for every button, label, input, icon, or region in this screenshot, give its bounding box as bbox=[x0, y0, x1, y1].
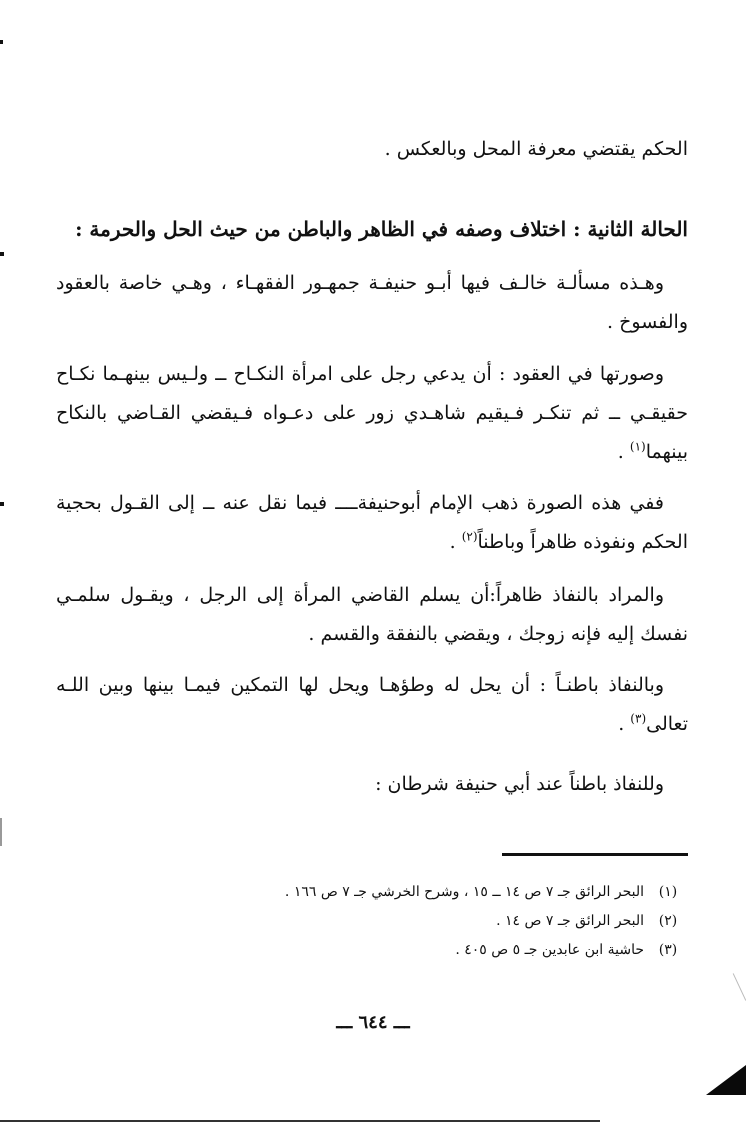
page-number: ـــ ٦٤٤ ـــ bbox=[336, 1012, 410, 1033]
footnote-number: (٢) bbox=[658, 913, 678, 929]
paragraph-4: والمراد بالنفاذ ظاهراً:أن يسلم القاضي المرأة إلى الرجل ، ويقـول سلمـي نفسك إليه فإنه زوجك ، ويقضي بالنفقة والقسم . bbox=[56, 584, 688, 645]
footnote-text: البحر الرائق جـ ٧ ص ١٤ ــ ١٥ ، وشرح الخرشي جـ ٧ ص ١٦٦ . bbox=[284, 884, 644, 900]
paragraph-2 bbox=[56, 355, 688, 472]
scan-mark bbox=[0, 252, 4, 256]
footnote-separator bbox=[502, 853, 688, 856]
paragraph-1: وهـذه مسألـة خالـف فيها أبـو حنيفـة جمهـور الفقهـاء ، وهـي خاصة بالعقود والفسوخ . bbox=[56, 272, 688, 333]
footnote-text: حاشية ابن عابدين جـ ٥ ص ٤٠٥ . bbox=[455, 942, 644, 958]
paragraph-5-end: . bbox=[618, 713, 631, 735]
paragraph-3 bbox=[56, 484, 688, 562]
paragraph-5-text: وبالنفاذ باطنـاً : أن يحل له وطؤهـا ويحل لها التمكين فيمـا بينها وبين اللـه تعالى bbox=[56, 674, 688, 735]
paragraph-6: وللنفاذ باطناً عند أبي حنيفة شرطان : bbox=[375, 773, 664, 795]
footnote-number: (١) bbox=[658, 884, 678, 900]
footnote-ref-1: (١) bbox=[629, 439, 646, 454]
scan-mark bbox=[0, 818, 2, 846]
footnote-ref-2: (٢) bbox=[461, 529, 478, 544]
paragraph-3-text: ففي هذه الصورة ذهب الإمام أبوحنيفةــــ فيما نقل عنه ــ إلى القـول بحجية الحكم ونفوذه ظاهراً وباطناً bbox=[56, 492, 688, 553]
section-heading: الحالة الثانية : اختلاف وصفه في الظاهر والباطن من حيث الحل والحرمة : bbox=[75, 217, 688, 241]
footnote-text: البحر الرائق جـ ٧ ص ١٤ . bbox=[496, 913, 644, 929]
footnote-3 bbox=[56, 936, 688, 965]
paragraph-3-end: . bbox=[449, 531, 462, 553]
paragraph-5 bbox=[56, 666, 688, 744]
scan-speck bbox=[733, 973, 746, 1001]
footnote-2 bbox=[56, 907, 688, 936]
paragraph-2-end: . bbox=[617, 441, 630, 463]
scan-mark bbox=[0, 502, 4, 506]
footnotes bbox=[56, 878, 688, 965]
page-corner-shadow bbox=[706, 1065, 746, 1095]
scan-edge-line bbox=[0, 1120, 600, 1122]
footnote-1 bbox=[56, 878, 688, 907]
intro-paragraph: الحكم يقتضي معرفة المحل وبالعكس . bbox=[384, 138, 688, 160]
footnote-ref-3: (٣) bbox=[630, 711, 647, 726]
scan-mark bbox=[0, 40, 3, 44]
paragraph-2-text: وصورتها في العقود : أن يدعي رجل على امرأة النكـاح ــ ولـيس بينهـما نكـاح حقيقـي ــ ثم تنكـر فـيقيم شاهـدي زور على دعـواه فـيقضي القـاضي بالنكاح بينهما bbox=[56, 363, 688, 463]
footnote-number: (٣) bbox=[658, 942, 678, 958]
